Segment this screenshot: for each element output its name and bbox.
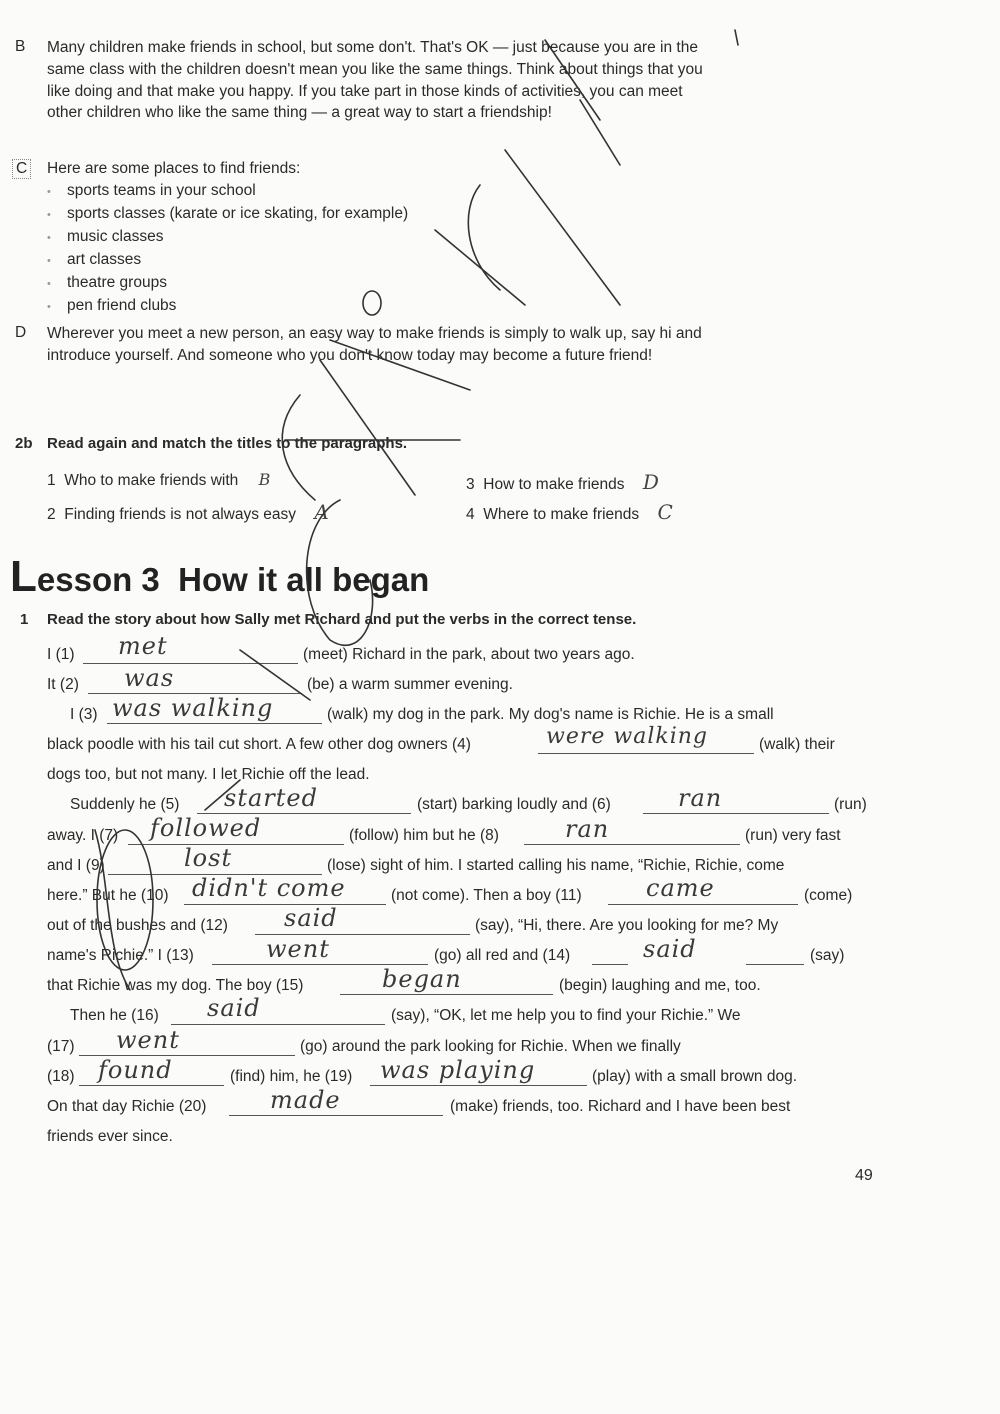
answer-line — [592, 964, 628, 965]
answer-line — [746, 964, 804, 965]
answer-line — [83, 663, 298, 664]
story-text: here.” But he (10) — [47, 887, 169, 904]
lesson-title: Lesson 3 How it all began — [10, 552, 430, 601]
match-answer: C — [657, 500, 673, 524]
match-item: 1 Who to make friends with B — [47, 470, 271, 489]
answer-line — [643, 813, 829, 814]
handwritten-answer-11: came — [646, 874, 715, 902]
answer-line — [524, 844, 740, 845]
story-text: (come) — [804, 887, 853, 904]
story-text: (run) — [834, 796, 867, 813]
story-text: (follow) him but he (8) — [349, 827, 499, 844]
answer-line — [370, 1085, 587, 1086]
answer-line — [229, 1115, 443, 1116]
story-text: (find) him, he (19) — [230, 1068, 353, 1085]
handwritten-answer-5: started — [224, 784, 318, 812]
handwritten-answer-19: was playing — [380, 1056, 536, 1084]
handwritten-answer-6: ran — [678, 784, 723, 812]
answer-line — [340, 994, 553, 995]
story-text: (not come). Then a boy (11) — [391, 887, 582, 904]
handwritten-answer-2: was — [124, 664, 175, 692]
answer-line — [608, 904, 798, 905]
paragraph-letter-d: D — [15, 324, 27, 341]
story-text: (18) — [47, 1068, 75, 1085]
answer-line — [538, 753, 754, 754]
match-item: 4 Where to make friends C — [466, 500, 673, 524]
story-text: dogs too, but not many. I let Richie off the lead. — [47, 766, 370, 783]
story-text: (lose) sight of him. I started calling his name, “Richie, Richie, come — [327, 857, 785, 874]
handwritten-answer-17: went — [116, 1026, 180, 1054]
story-text: I (1) — [47, 646, 75, 663]
list-item: • pen friend clubs — [47, 297, 177, 314]
story-text: (say) — [810, 947, 845, 964]
story-text: name's Richie.” I (13) — [47, 947, 194, 964]
answer-line — [171, 1024, 385, 1025]
paragraph-letter-c: C — [12, 159, 31, 179]
story-text: away. I (7) — [47, 827, 119, 844]
paragraph-d-text: Wherever you meet a new person, an easy way to make friends is simply to walk up, say hi and introduce yourself. And someone who you don't know today may become a future friend! — [47, 325, 702, 364]
answer-line — [107, 723, 322, 724]
handwritten-answer-8: ran — [565, 815, 610, 843]
story-text: (go) around the park looking for Richie. When we finally — [300, 1038, 681, 1055]
handwritten-answer-4: were walking — [546, 724, 708, 749]
list-item: • sports teams in your school — [47, 182, 256, 199]
list-item: • art classes — [47, 251, 142, 268]
story-text: and I (9) — [47, 857, 105, 874]
answer-line — [128, 844, 344, 845]
exercise-2b-number: 2b — [15, 435, 33, 452]
handwritten-answer-3: was walking — [112, 694, 274, 722]
handwritten-answer-20: made — [270, 1086, 341, 1114]
story-text: (walk) their — [759, 736, 835, 753]
story-text: (say), “Hi, there. Are you looking for me? My — [475, 917, 779, 934]
handwritten-answer-14: said — [643, 935, 697, 963]
handwritten-answer-13: went — [266, 935, 330, 963]
handwritten-answer-12: said — [284, 904, 338, 932]
story-text: (go) all red and (14) — [434, 947, 571, 964]
story-text: Suddenly he (5) — [70, 796, 180, 813]
paragraph-b-text: Many children make friends in school, but some don't. That's OK — just because you are in the same class with the children doesn't mean you like the same things. Think about things that you like doing and that make you happy. If you take part in those kinds of activities, you can meet other children who like the same thing — a great way to start a friendship! — [47, 39, 703, 122]
handwritten-answer-15: began — [382, 965, 462, 993]
page-number: 49 — [855, 1167, 873, 1184]
story-text: (walk) my dog in the park. My dog's name is Richie. He is a small — [327, 706, 774, 723]
paragraph-c-intro: Here are some places to find friends: — [47, 160, 301, 177]
handwritten-answer-10: didn't come — [192, 874, 346, 902]
story-text: friends ever since. — [47, 1128, 173, 1145]
exercise-1-instruction: Read the story about how Sally met Richard and put the verbs in the correct tense. — [47, 611, 637, 628]
story-text: (start) barking loudly and (6) — [417, 796, 611, 813]
story-text: (17) — [47, 1038, 75, 1055]
story-text: (run) very fast — [745, 827, 841, 844]
exercise-2b-instruction: Read again and match the titles to the paragraphs. — [47, 435, 408, 452]
story-text: (be) a warm summer evening. — [307, 676, 513, 693]
handwritten-answer-9: lost — [184, 844, 233, 872]
story-text: (say), “OK, let me help you to find your Richie.” We — [391, 1007, 741, 1024]
story-text: (meet) Richard in the park, about two years ago. — [303, 646, 635, 663]
story-text: that Richie was my dog. The boy (15) — [47, 977, 304, 994]
story-text: black poodle with his tail cut short. A few other dog owners (4) — [47, 736, 471, 753]
story-text: (make) friends, too. Richard and I have been best — [450, 1098, 791, 1115]
story-text: Then he (16) — [70, 1007, 159, 1024]
story-text: On that day Richie (20) — [47, 1098, 207, 1115]
match-item: 3 How to make friends D — [466, 470, 659, 494]
match-answer: B — [258, 470, 271, 489]
handwritten-answer-16: said — [207, 994, 261, 1022]
list-item: • theatre groups — [47, 274, 167, 291]
match-item: 2 Finding friends is not always easy A — [47, 500, 329, 524]
handwritten-answer-1: met — [118, 632, 168, 660]
answer-line — [79, 1085, 224, 1086]
story-text: It (2) — [47, 676, 79, 693]
story-text: (play) with a small brown dog. — [592, 1068, 798, 1085]
story-text: I (3) — [70, 706, 98, 723]
paragraph-letter-b: B — [15, 38, 26, 55]
list-item: • music classes — [47, 228, 164, 245]
list-item: • sports classes (karate or ice skating, for example) — [47, 205, 409, 222]
match-answer: A — [314, 500, 329, 524]
handwritten-answer-7: followed — [150, 814, 262, 842]
story-text: (begin) laughing and me, too. — [559, 977, 761, 994]
match-answer: D — [642, 470, 659, 494]
handwritten-answer-18: found — [98, 1056, 173, 1084]
story-text: out of the bushes and (12) — [47, 917, 228, 934]
exercise-1-number: 1 — [20, 611, 29, 628]
bullet-list — [47, 180, 408, 318]
